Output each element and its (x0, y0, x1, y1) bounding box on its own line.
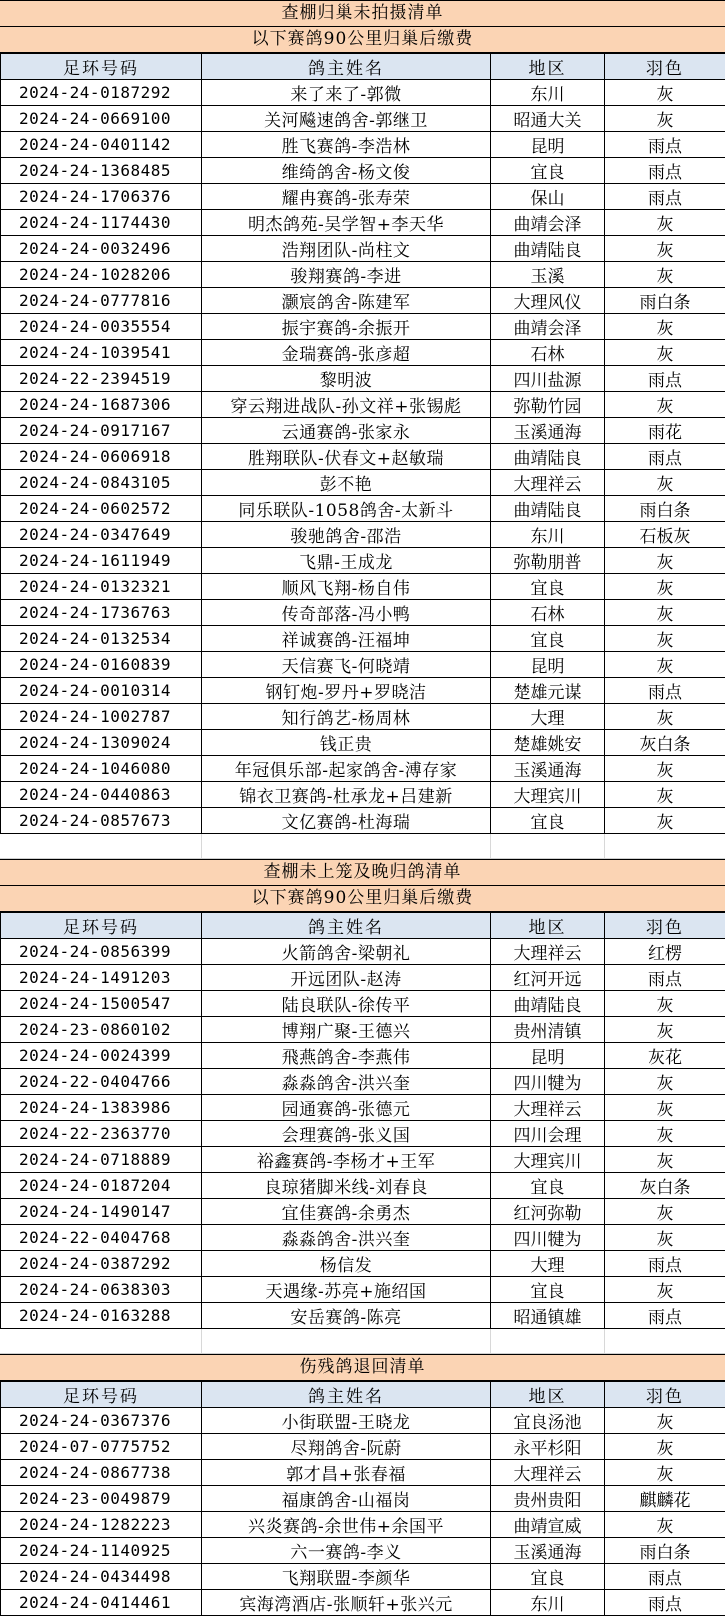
owner-name-cell: 杨信发 (202, 1251, 491, 1277)
ring-number-cell: 2024-24-0132321 (1, 574, 202, 600)
plumage-cell: 灰 (605, 106, 725, 132)
plumage-cell: 灰白条 (605, 730, 725, 756)
region-cell: 曲靖陆良 (491, 236, 605, 262)
ring-number-cell: 2024-24-1039541 (1, 340, 202, 366)
table-row (1, 1590, 725, 1616)
owner-name-cell: 淼淼鸽舍-洪兴奎 (202, 1069, 491, 1095)
table-row (1, 106, 725, 132)
table-row (1, 132, 725, 158)
region-cell: 弥勒竹园 (491, 392, 605, 418)
list-section (0, 859, 725, 1354)
region-cell: 宜良汤池 (491, 1408, 605, 1434)
region-cell: 石林 (491, 340, 605, 366)
section-subtitle: 以下赛鸽90公里归巢后缴费 (0, 886, 725, 912)
region-cell: 昭通大关 (491, 106, 605, 132)
region-cell: 大理宾川 (491, 782, 605, 808)
plumage-cell: 灰 (605, 1121, 725, 1147)
region-cell: 大理祥云 (491, 1095, 605, 1121)
table-row (1, 730, 725, 756)
region-cell: 昆明 (491, 132, 605, 158)
column-header-ring-number: 足环号码 (1, 1382, 202, 1408)
plumage-cell: 灰 (605, 548, 725, 574)
ring-number-cell: 2024-24-0867738 (1, 1460, 202, 1486)
region-cell: 四川犍为 (491, 1069, 605, 1095)
ring-number-cell: 2024-24-1611949 (1, 548, 202, 574)
owner-name-cell: 同乐联队-1058鸽舍-太新斗 (202, 496, 491, 522)
ring-number-cell: 2024-24-0434498 (1, 1564, 202, 1590)
owner-name-cell: 彭不艳 (202, 470, 491, 496)
pigeon-table (0, 53, 725, 834)
plumage-cell: 灰 (605, 236, 725, 262)
owner-name-cell: 安岳赛鸽-陈亮 (202, 1303, 491, 1329)
table-row (1, 210, 725, 236)
plumage-cell: 雨白条 (605, 1538, 725, 1564)
table-row (1, 496, 725, 522)
ring-number-cell: 2024-24-0132534 (1, 626, 202, 652)
owner-name-cell: 祥诚赛鸽-汪福坤 (202, 626, 491, 652)
plumage-cell: 雨点 (605, 965, 725, 991)
owner-name-cell: 钱正贵 (202, 730, 491, 756)
grid-line (201, 1329, 202, 1353)
owner-name-cell: 火箭鸽舍-梁朝礼 (202, 939, 491, 965)
table-row (1, 1251, 725, 1277)
table-row (1, 756, 725, 782)
ring-number-cell: 2024-24-1706376 (1, 184, 202, 210)
ring-number-cell: 2024-24-1383986 (1, 1095, 202, 1121)
region-cell: 大理宾川 (491, 1147, 605, 1173)
plumage-cell: 石板灰 (605, 522, 725, 548)
region-cell: 曲靖陆良 (491, 496, 605, 522)
ring-number-cell: 2024-22-2363770 (1, 1121, 202, 1147)
ring-number-cell: 2024-24-1490147 (1, 1199, 202, 1225)
ring-number-cell: 2024-24-0638303 (1, 1277, 202, 1303)
region-cell: 保山 (491, 184, 605, 210)
pigeon-table (0, 1381, 725, 1616)
region-cell: 玉溪通海 (491, 1538, 605, 1564)
region-cell: 昆明 (491, 1043, 605, 1069)
table-row (1, 548, 725, 574)
table-row (1, 626, 725, 652)
owner-name-cell: 明杰鸽苑-吴学智+李天华 (202, 210, 491, 236)
plumage-cell: 灰 (605, 1199, 725, 1225)
blank-row (0, 834, 725, 859)
region-cell: 曲靖会泽 (491, 314, 605, 340)
owner-name-cell: 福康鸽舍-山福岗 (202, 1486, 491, 1512)
owner-name-cell: 浩翔团队-尚柱文 (202, 236, 491, 262)
owner-name-cell: 天遇缘-苏亮+施绍国 (202, 1277, 491, 1303)
table-row (1, 1408, 725, 1434)
plumage-cell: 雨点 (605, 132, 725, 158)
region-cell: 昭通镇雄 (491, 1303, 605, 1329)
grid-line (490, 834, 491, 858)
column-header-owner-name: 鸽主姓名 (202, 54, 491, 80)
table-row (1, 808, 725, 834)
table-row (1, 158, 725, 184)
table-row (1, 184, 725, 210)
owner-name-cell: 兴炎赛鸽-余世伟+余国平 (202, 1512, 491, 1538)
owner-name-cell: 云通赛鸽-张家永 (202, 418, 491, 444)
column-header-region: 地区 (491, 913, 605, 939)
ring-number-cell: 2024-24-0367376 (1, 1408, 202, 1434)
ring-number-cell: 2024-24-1687306 (1, 392, 202, 418)
owner-name-cell: 淼淼鸽舍-洪兴奎 (202, 1225, 491, 1251)
list-section (0, 1354, 725, 1616)
plumage-cell: 雨点 (605, 1590, 725, 1616)
table-row (1, 1199, 725, 1225)
ring-number-cell: 2024-24-0035554 (1, 314, 202, 340)
table-row (1, 470, 725, 496)
owner-name-cell: 宜佳赛鸽-余勇杰 (202, 1199, 491, 1225)
owner-name-cell: 胜翔联队-伏春文+赵敏瑞 (202, 444, 491, 470)
region-cell: 大理风仪 (491, 288, 605, 314)
region-cell: 宜良 (491, 808, 605, 834)
table-row (1, 600, 725, 626)
table-row (1, 1460, 725, 1486)
owner-name-cell: 文亿赛鸽-杜海瑞 (202, 808, 491, 834)
plumage-cell: 灰 (605, 808, 725, 834)
plumage-cell: 灰 (605, 756, 725, 782)
owner-name-cell: 博翔广聚-王德兴 (202, 1017, 491, 1043)
plumage-cell: 灰 (605, 574, 725, 600)
table-row (1, 262, 725, 288)
region-cell: 贵州贵阳 (491, 1486, 605, 1512)
region-cell: 红河开远 (491, 965, 605, 991)
table-header-row (1, 54, 725, 80)
table-row (1, 704, 725, 730)
table-row (1, 965, 725, 991)
ring-number-cell: 2024-24-1368485 (1, 158, 202, 184)
owner-name-cell: 飞鼎-王成龙 (202, 548, 491, 574)
table-header-row (1, 1382, 725, 1408)
ring-number-cell: 2024-24-0917167 (1, 418, 202, 444)
ring-number-cell: 2024-24-0718889 (1, 1147, 202, 1173)
column-header-plumage: 羽色 (605, 1382, 725, 1408)
plumage-cell: 雨点 (605, 1303, 725, 1329)
plumage-cell: 灰白条 (605, 1173, 725, 1199)
owner-name-cell: 灏宸鸽舍-陈建军 (202, 288, 491, 314)
plumage-cell: 灰 (605, 1434, 725, 1460)
region-cell: 弥勒朋普 (491, 548, 605, 574)
grid-line (604, 834, 605, 858)
table-row (1, 340, 725, 366)
table-row (1, 236, 725, 262)
owner-name-cell: 年冠俱乐部-起家鸽舍-溥存家 (202, 756, 491, 782)
table-row (1, 1017, 725, 1043)
region-cell: 宜良 (491, 1564, 605, 1590)
region-cell: 宜良 (491, 1277, 605, 1303)
plumage-cell: 灰 (605, 1095, 725, 1121)
table-row (1, 392, 725, 418)
ring-number-cell: 2024-24-1282223 (1, 1512, 202, 1538)
region-cell: 四川会理 (491, 1121, 605, 1147)
owner-name-cell: 郭才昌+张春福 (202, 1460, 491, 1486)
region-cell: 玉溪通海 (491, 418, 605, 444)
owner-name-cell: 飛燕鸽舍-李燕伟 (202, 1043, 491, 1069)
region-cell: 四川犍为 (491, 1225, 605, 1251)
table-row (1, 1043, 725, 1069)
ring-number-cell: 2024-24-0187204 (1, 1173, 202, 1199)
table-row (1, 1564, 725, 1590)
ring-number-cell: 2024-24-0669100 (1, 106, 202, 132)
owner-name-cell: 尽翔鸽舍-阮蔚 (202, 1434, 491, 1460)
plumage-cell: 灰 (605, 314, 725, 340)
ring-number-cell: 2024-24-0387292 (1, 1251, 202, 1277)
table-row (1, 366, 725, 392)
owner-name-cell: 知行鸽艺-杨周林 (202, 704, 491, 730)
ring-number-cell: 2024-24-0843105 (1, 470, 202, 496)
region-cell: 大理 (491, 704, 605, 730)
owner-name-cell: 裕鑫赛鸽-李杨才+王军 (202, 1147, 491, 1173)
table-row (1, 1277, 725, 1303)
grid-line (490, 1329, 491, 1353)
owner-name-cell: 顺风飞翔-杨自伟 (202, 574, 491, 600)
ring-number-cell: 2024-24-1046080 (1, 756, 202, 782)
ring-number-cell: 2024-24-0857673 (1, 808, 202, 834)
table-row (1, 991, 725, 1017)
table-row (1, 939, 725, 965)
plumage-cell: 灰花 (605, 1043, 725, 1069)
plumage-cell: 灰 (605, 1277, 725, 1303)
region-cell: 玉溪 (491, 262, 605, 288)
owner-name-cell: 开远团队-赵涛 (202, 965, 491, 991)
ring-number-cell: 2024-24-1028206 (1, 262, 202, 288)
plumage-cell: 灰 (605, 340, 725, 366)
ring-number-cell: 2024-24-0160839 (1, 652, 202, 678)
owner-name-cell: 关河飚速鸽舍-郭继卫 (202, 106, 491, 132)
region-cell: 红河弥勒 (491, 1199, 605, 1225)
plumage-cell: 雨点 (605, 1564, 725, 1590)
ring-number-cell: 2024-24-0777816 (1, 288, 202, 314)
table-row (1, 1121, 725, 1147)
plumage-cell: 灰 (605, 210, 725, 236)
plumage-cell: 雨点 (605, 366, 725, 392)
plumage-cell: 灰 (605, 1017, 725, 1043)
ring-number-cell: 2024-24-1309024 (1, 730, 202, 756)
section-title: 查棚归巢未拍摄清单 (0, 0, 725, 27)
table-header-row (1, 913, 725, 939)
ring-number-cell: 2024-24-1002787 (1, 704, 202, 730)
owner-name-cell: 小街联盟-王晓龙 (202, 1408, 491, 1434)
section-subtitle: 以下赛鸽90公里归巢后缴费 (0, 27, 725, 53)
ring-number-cell: 2024-24-0602572 (1, 496, 202, 522)
ring-number-cell: 2024-24-0856399 (1, 939, 202, 965)
region-cell: 宜良 (491, 1173, 605, 1199)
section-title: 查棚未上笼及晚归鸽清单 (0, 859, 725, 886)
plumage-cell: 灰 (605, 392, 725, 418)
region-cell: 宜良 (491, 626, 605, 652)
region-cell: 曲靖宣威 (491, 1512, 605, 1538)
region-cell: 东川 (491, 80, 605, 106)
region-cell: 东川 (491, 1590, 605, 1616)
owner-name-cell: 维绮鸽舍-杨文俊 (202, 158, 491, 184)
owner-name-cell: 锦衣卫赛鸽-杜承龙+吕建新 (202, 782, 491, 808)
plumage-cell: 灰 (605, 1069, 725, 1095)
plumage-cell: 灰 (605, 652, 725, 678)
plumage-cell: 灰 (605, 1460, 725, 1486)
table-row (1, 1434, 725, 1460)
table-row (1, 1512, 725, 1538)
owner-name-cell: 金瑞赛鸽-张彦超 (202, 340, 491, 366)
table-row (1, 444, 725, 470)
owner-name-cell: 振宇赛鸽-余振开 (202, 314, 491, 340)
plumage-cell: 红楞 (605, 939, 725, 965)
region-cell: 玉溪通海 (491, 756, 605, 782)
ring-number-cell: 2024-24-1140925 (1, 1538, 202, 1564)
region-cell: 楚雄元谋 (491, 678, 605, 704)
owner-name-cell: 骏翔赛鸽-李进 (202, 262, 491, 288)
ring-number-cell: 2024-24-0606918 (1, 444, 202, 470)
table-row (1, 1095, 725, 1121)
plumage-cell: 雨点 (605, 184, 725, 210)
region-cell: 楚雄姚安 (491, 730, 605, 756)
owner-name-cell: 黎明波 (202, 366, 491, 392)
region-cell: 曲靖会泽 (491, 210, 605, 236)
plumage-cell: 灰 (605, 991, 725, 1017)
owner-name-cell: 骏驰鸽舍-邵浩 (202, 522, 491, 548)
ring-number-cell: 2024-22-0404768 (1, 1225, 202, 1251)
owner-name-cell: 园通赛鸽-张德元 (202, 1095, 491, 1121)
plumage-cell: 雨点 (605, 1251, 725, 1277)
section-title: 伤残鸽退回清单 (0, 1354, 725, 1381)
region-cell: 四川盐源 (491, 366, 605, 392)
table-row (1, 678, 725, 704)
table-row (1, 522, 725, 548)
plumage-cell: 灰 (605, 1512, 725, 1538)
owner-name-cell: 天信赛飞-何晓靖 (202, 652, 491, 678)
region-cell: 宜良 (491, 158, 605, 184)
owner-name-cell: 胜飞赛鸽-李浩林 (202, 132, 491, 158)
region-cell: 曲靖陆良 (491, 991, 605, 1017)
ring-number-cell: 2024-24-0032496 (1, 236, 202, 262)
table-row (1, 1538, 725, 1564)
plumage-cell: 雨点 (605, 158, 725, 184)
grid-line (201, 834, 202, 858)
ring-number-cell: 2024-24-0347649 (1, 522, 202, 548)
blank-row (0, 1329, 725, 1354)
plumage-cell: 灰 (605, 704, 725, 730)
plumage-cell: 灰 (605, 600, 725, 626)
ring-number-cell: 2024-22-2394519 (1, 366, 202, 392)
owner-name-cell: 来了来了-郭微 (202, 80, 491, 106)
table-row (1, 314, 725, 340)
region-cell: 石林 (491, 600, 605, 626)
table-row (1, 574, 725, 600)
column-header-owner-name: 鸽主姓名 (202, 1382, 491, 1408)
owner-name-cell: 会理赛鸽-张义国 (202, 1121, 491, 1147)
table-row (1, 80, 725, 106)
ring-number-cell: 2024-24-1500547 (1, 991, 202, 1017)
ring-number-cell: 2024-24-0024399 (1, 1043, 202, 1069)
plumage-cell: 灰 (605, 1147, 725, 1173)
owner-name-cell: 陆良联队-徐传平 (202, 991, 491, 1017)
table-row (1, 1147, 725, 1173)
region-cell: 东川 (491, 522, 605, 548)
column-header-owner-name: 鸽主姓名 (202, 913, 491, 939)
owner-name-cell: 良琼猪脚米线-刘春良 (202, 1173, 491, 1199)
ring-number-cell: 2024-23-0049879 (1, 1486, 202, 1512)
ring-number-cell: 2024-24-1174430 (1, 210, 202, 236)
ring-number-cell: 2024-24-0440863 (1, 782, 202, 808)
plumage-cell: 灰 (605, 782, 725, 808)
table-row (1, 1225, 725, 1251)
column-header-plumage: 羽色 (605, 913, 725, 939)
ring-number-cell: 2024-24-0010314 (1, 678, 202, 704)
ring-number-cell: 2024-23-0860102 (1, 1017, 202, 1043)
ring-number-cell: 2024-24-0163288 (1, 1303, 202, 1329)
ring-number-cell: 2024-24-0414461 (1, 1590, 202, 1616)
ring-number-cell: 2024-24-1491203 (1, 965, 202, 991)
column-header-plumage: 羽色 (605, 54, 725, 80)
column-header-ring-number: 足环号码 (1, 54, 202, 80)
plumage-cell: 灰 (605, 262, 725, 288)
region-cell: 大理 (491, 1251, 605, 1277)
column-header-region: 地区 (491, 54, 605, 80)
ring-number-cell: 2024-24-1736763 (1, 600, 202, 626)
region-cell: 贵州清镇 (491, 1017, 605, 1043)
region-cell: 大理祥云 (491, 470, 605, 496)
plumage-cell: 灰 (605, 1408, 725, 1434)
owner-name-cell: 传奇部落-冯小鸭 (202, 600, 491, 626)
owner-name-cell: 宾海湾酒店-张顺轩+张兴元 (202, 1590, 491, 1616)
ring-number-cell: 2024-24-0187292 (1, 80, 202, 106)
table-row (1, 418, 725, 444)
owner-name-cell: 穿云翔进战队-孙文祥+张锡彪 (202, 392, 491, 418)
table-row (1, 1069, 725, 1095)
region-cell: 永平杉阳 (491, 1434, 605, 1460)
pigeon-table (0, 912, 725, 1329)
owner-name-cell: 耀冉赛鸽-张寿荣 (202, 184, 491, 210)
plumage-cell: 雨点 (605, 444, 725, 470)
region-cell: 曲靖陆良 (491, 444, 605, 470)
plumage-cell: 雨白条 (605, 496, 725, 522)
plumage-cell: 灰 (605, 80, 725, 106)
region-cell: 宜良 (491, 574, 605, 600)
column-header-ring-number: 足环号码 (1, 913, 202, 939)
ring-number-cell: 2024-07-0775752 (1, 1434, 202, 1460)
region-cell: 大理祥云 (491, 1460, 605, 1486)
owner-name-cell: 六一赛鸽-李义 (202, 1538, 491, 1564)
column-header-region: 地区 (491, 1382, 605, 1408)
ring-number-cell: 2024-22-0404766 (1, 1069, 202, 1095)
table-row (1, 1486, 725, 1512)
plumage-cell: 雨白条 (605, 288, 725, 314)
plumage-cell: 灰 (605, 470, 725, 496)
table-row (1, 652, 725, 678)
table-row (1, 1303, 725, 1329)
plumage-cell: 雨点 (605, 678, 725, 704)
region-cell: 大理祥云 (491, 939, 605, 965)
table-row (1, 782, 725, 808)
grid-line (604, 1329, 605, 1353)
owner-name-cell: 钢钉炮-罗丹+罗晓洁 (202, 678, 491, 704)
plumage-cell: 灰 (605, 626, 725, 652)
owner-name-cell: 飞翔联盟-李颜华 (202, 1564, 491, 1590)
plumage-cell: 麒麟花 (605, 1486, 725, 1512)
table-row (1, 288, 725, 314)
plumage-cell: 雨花 (605, 418, 725, 444)
table-row (1, 1173, 725, 1199)
ring-number-cell: 2024-24-0401142 (1, 132, 202, 158)
region-cell: 昆明 (491, 652, 605, 678)
plumage-cell: 灰 (605, 1225, 725, 1251)
